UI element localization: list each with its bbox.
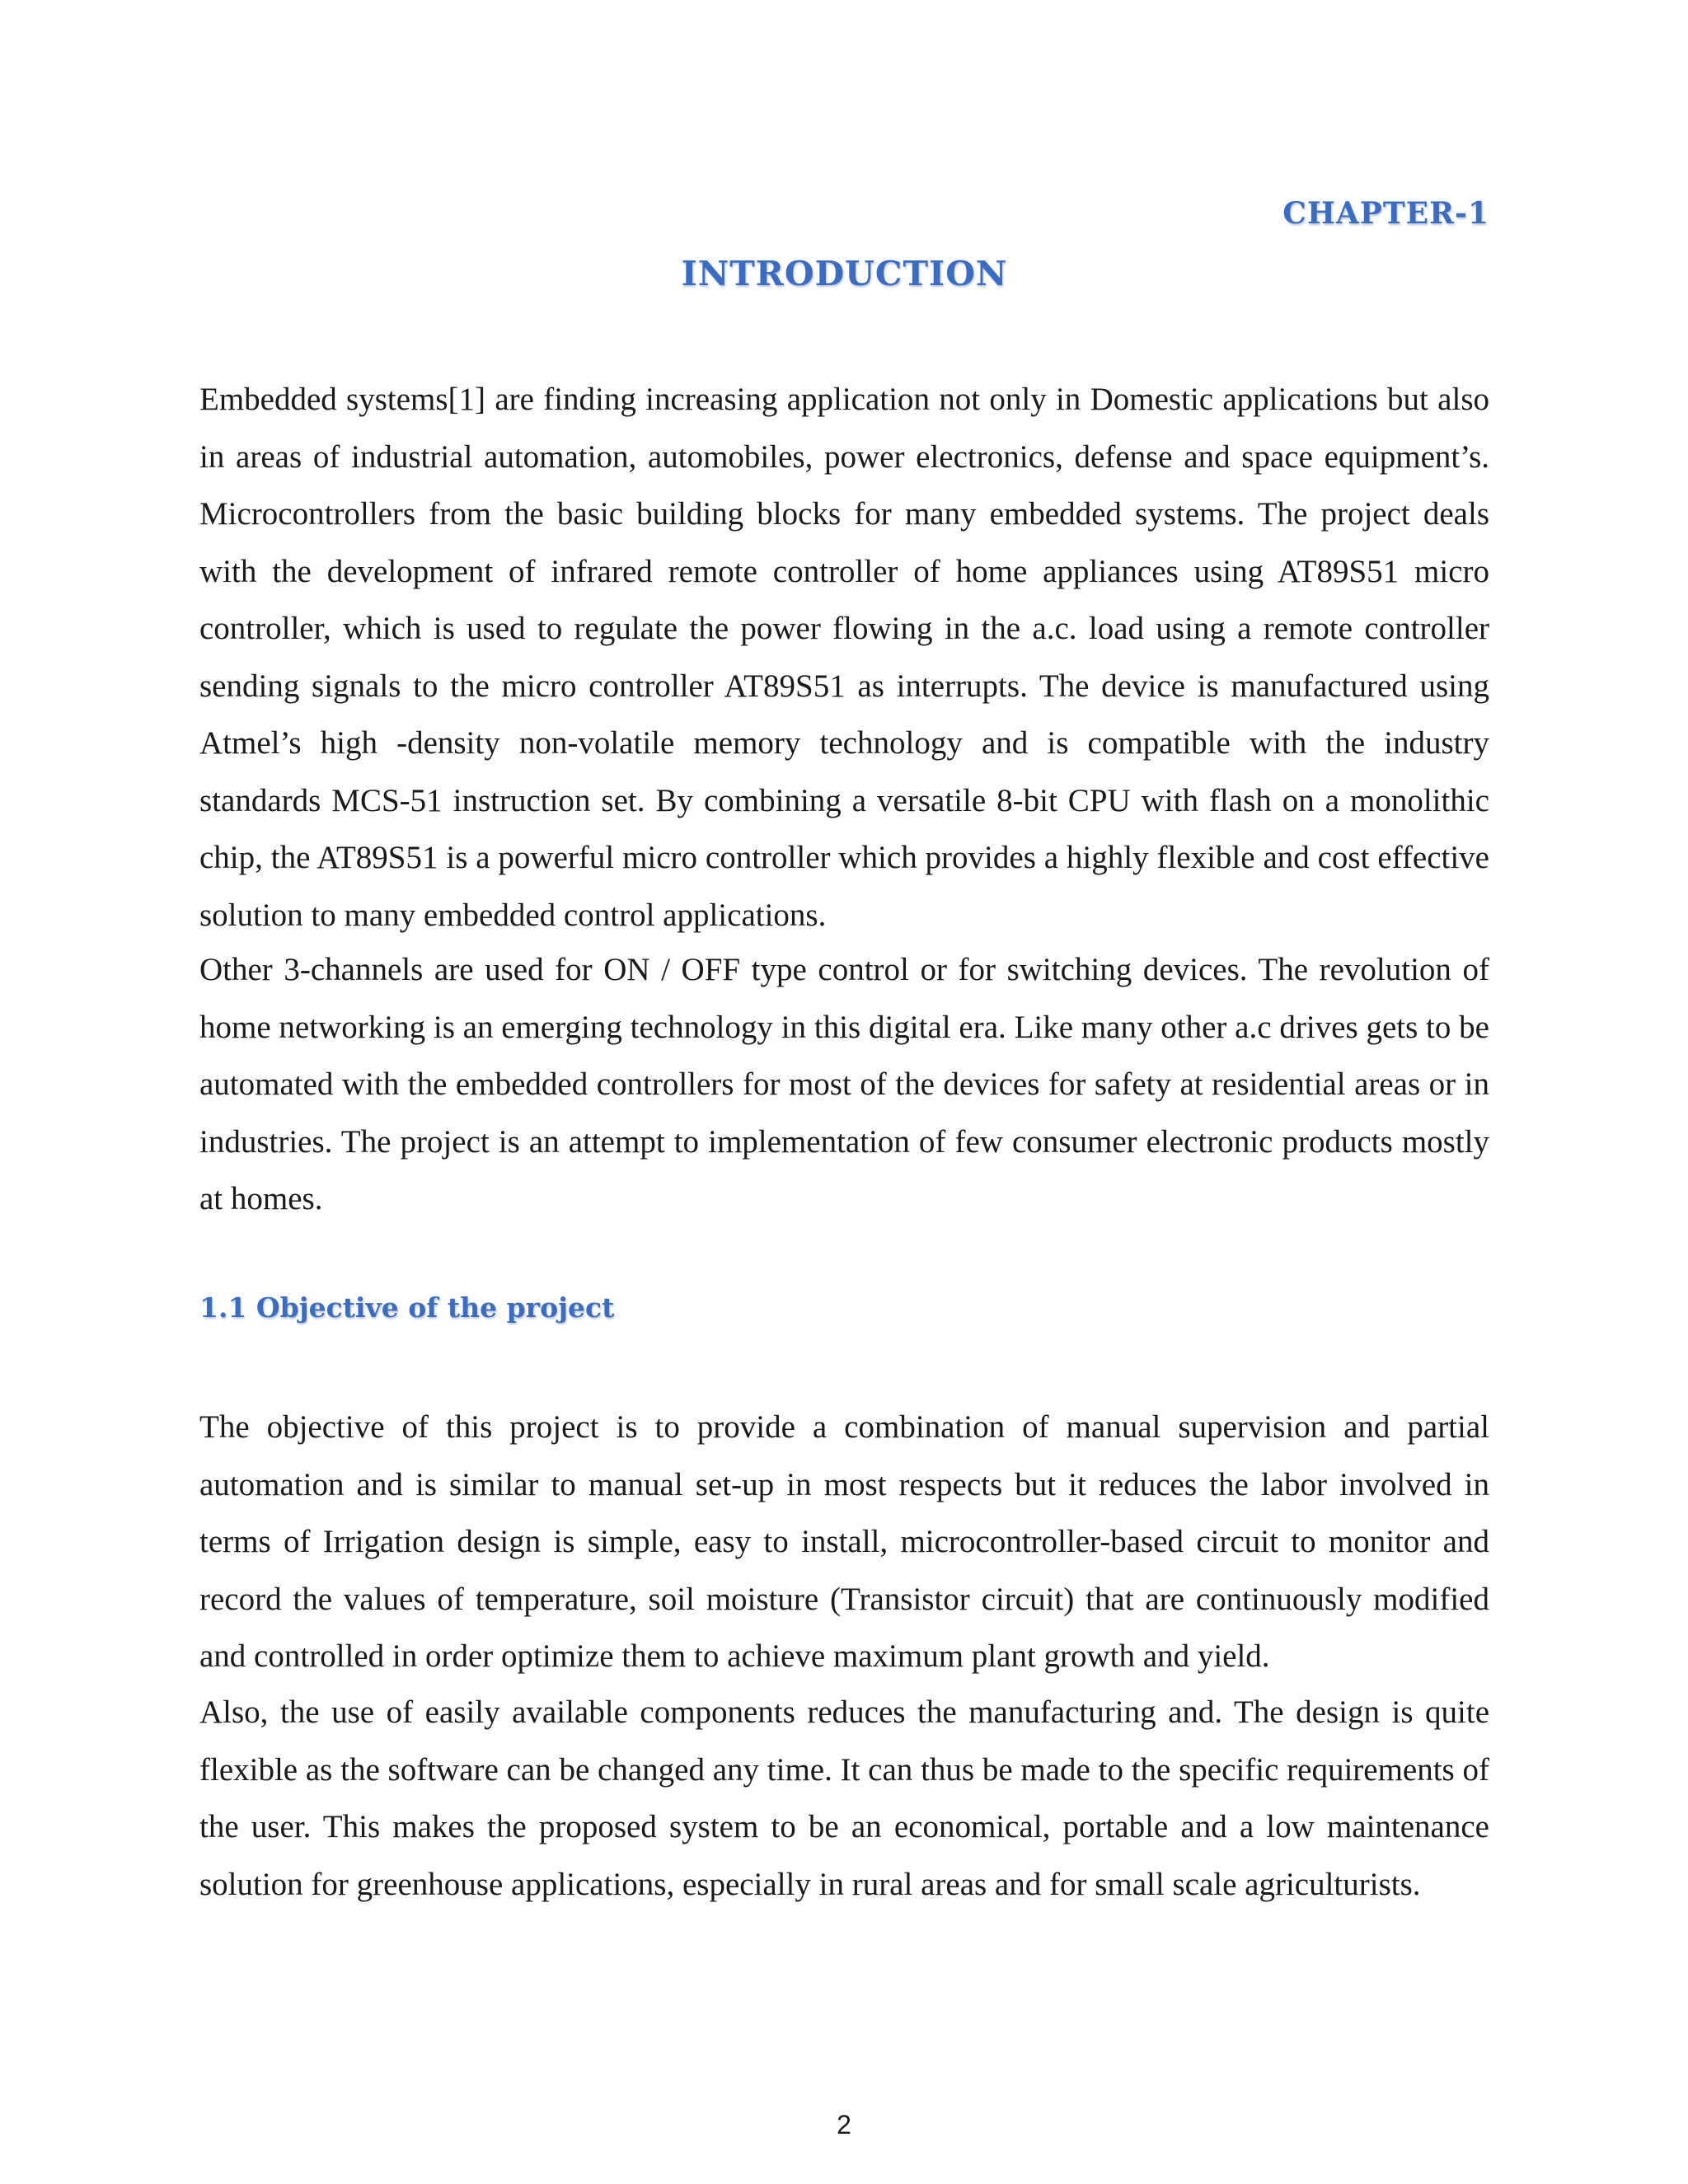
objective-paragraph-1: The objective of this project is to provide a combination of manual supervision and partial automation and is similar to manual set-up in most respects but it reduces the labor involved in terms of Irrigation design is simple, easy to install, microcontroller-based circuit to monitor and record the values of temperature, soil moisture (Transistor circuit) that are continuously modified and controlled in order optimize them to achieve maximum plant growth and yield. <box>199 1409 1489 1674</box>
intro-paragraph-1: Embedded systems[1] are finding increasing application not only in Domestic applications but also in areas of industrial automation, automobiles, power electronics, defense and space equipment’s. Microcontrollers from the basic building blocks for many embedded systems. The project deals with the development of infrared remote controller of home appliances using AT89S51 micro controller, which is used to regulate the power flowing in the a.c. load using a remote controller sending signals to the micro controller AT89S51 as interrupts. The device is manufactured using Atmel’s high -density non-volatile memory technology and is compatible with the industry standards MCS-51 instruction set. By combining a versatile 8-bit CPU with flash on a monolithic chip, the AT89S51 is a powerful micro controller which provides a highly flexible and cost effective solution to many embedded control applications. <box>199 382 1489 933</box>
chapter-label: CHAPTER-1 <box>1282 196 1489 231</box>
intro-paragraph-2: Other 3-channels are used for ON / OFF type control or for switching devices. The revolution of home networking is an emerging technology in this digital era. Like many other a.c drives gets to be automated with the embedded controllers for most of the devices for safety at residential areas or in industries. The project is an attempt to implementation of few consumer electronic products mostly at homes. <box>199 952 1489 1216</box>
objective-paragraph-2: Also, the use of easily available components reduces the manufacturing and. The design is quite flexible as the software can be changed any time. It can thus be made to the specific requirements of the user. This makes the proposed system to be an economical, portable and a low maintenance solution for greenhouse applications, especially in rural areas and for small scale agriculturists. <box>199 1694 1489 1902</box>
chapter-title: INTRODUCTION <box>681 254 1008 293</box>
section-heading-objective: 1.1 Objective of the project <box>199 1291 615 1324</box>
page-number: 2 <box>837 2110 851 2139</box>
